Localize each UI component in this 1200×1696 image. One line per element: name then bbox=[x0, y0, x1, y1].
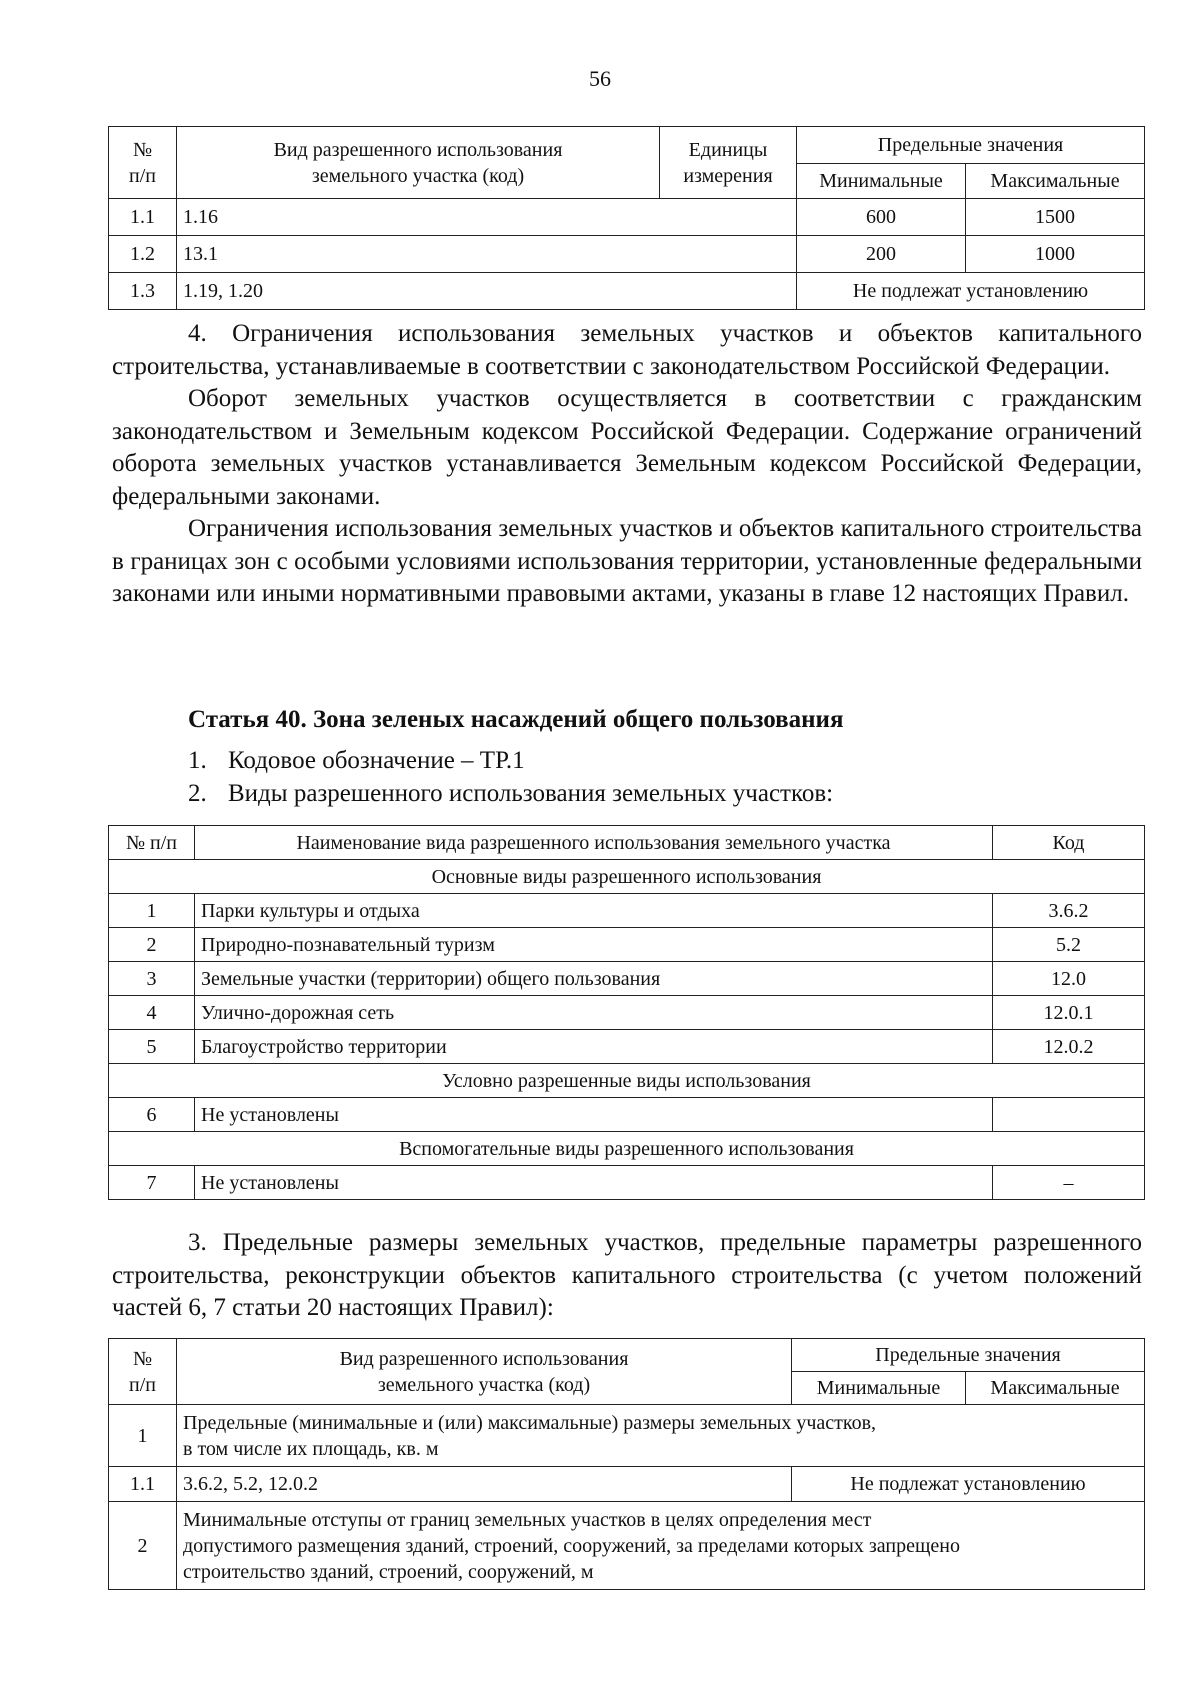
header-min: Минимальные bbox=[792, 1372, 966, 1405]
row-num: 1.3 bbox=[109, 273, 177, 310]
row-code: 3.6.2, 5.2, 12.0.2 bbox=[177, 1467, 792, 1502]
paragraph: 4. Ограничения использования земельных участков и объектов капитального строительства, устанавливаемые в соответствии с законодательством Российской Федерации. bbox=[112, 320, 1142, 380]
row-num: 7 bbox=[109, 1166, 195, 1200]
row-min: 600 bbox=[797, 199, 966, 236]
list-item-text: Виды разрешенного использования земельных участков: bbox=[228, 780, 834, 807]
row-num: 6 bbox=[109, 1098, 195, 1132]
row-num: 3 bbox=[109, 962, 195, 996]
row-name: Природно-познавательный туризм bbox=[195, 928, 993, 962]
row-max: 1000 bbox=[966, 236, 1145, 273]
row-num: 2 bbox=[109, 928, 195, 962]
table-header-row bbox=[109, 127, 1145, 164]
section-row bbox=[109, 860, 1145, 894]
limits-table-bottom bbox=[108, 1338, 1145, 1590]
list-item bbox=[188, 780, 833, 808]
section-row bbox=[109, 1064, 1145, 1098]
row-name: Не установлены bbox=[195, 1166, 993, 1200]
row-code bbox=[993, 1098, 1145, 1132]
header-code: Код bbox=[993, 826, 1145, 860]
limits-table-top bbox=[108, 126, 1145, 310]
table-row bbox=[109, 928, 1145, 962]
row-num: 1 bbox=[109, 1405, 177, 1467]
row-max: 1500 bbox=[966, 199, 1145, 236]
table-row bbox=[109, 1467, 1145, 1502]
section-row bbox=[109, 1132, 1145, 1166]
table-header-row bbox=[109, 826, 1145, 860]
table-row bbox=[109, 1030, 1145, 1064]
row-num: 1.2 bbox=[109, 236, 177, 273]
table-row bbox=[109, 273, 1145, 310]
row-min: 200 bbox=[797, 236, 966, 273]
header-limits: Предельные значения bbox=[792, 1339, 1145, 1372]
list-item-number: 1. bbox=[188, 747, 207, 774]
paragraph: 3. Предельные размеры земельных участков, предельные параметры разрешенного строительства, реконструкции объектов капитального строительства (с учетом положений частей 6, 7 статьи 20 настоящих Правил): bbox=[112, 1229, 1142, 1321]
table-row bbox=[109, 1098, 1145, 1132]
header-max: Максимальные bbox=[966, 1372, 1145, 1405]
row-code: 12.0.2 bbox=[993, 1030, 1145, 1064]
list-item-text: Кодовое обозначение – ТР.1 bbox=[228, 747, 525, 774]
list-item-number: 2. bbox=[188, 780, 207, 807]
row-name: Земельные участки (территории) общего пользования bbox=[195, 962, 993, 996]
row-name: Не установлены bbox=[195, 1098, 993, 1132]
table-row bbox=[109, 1166, 1145, 1200]
table-header-row bbox=[109, 1339, 1145, 1372]
row-name: Улично-дорожная сеть bbox=[195, 996, 993, 1030]
row-code: 12.0.1 bbox=[993, 996, 1145, 1030]
list-item bbox=[188, 747, 525, 775]
row-code: 3.6.2 bbox=[993, 894, 1145, 928]
page-number: 56 bbox=[589, 66, 611, 91]
row-num: 1.1 bbox=[109, 1467, 177, 1502]
header-limits: Предельные значения bbox=[797, 127, 1145, 164]
row-code: 1.19, 1.20 bbox=[177, 273, 797, 310]
row-code: – bbox=[993, 1166, 1145, 1200]
header-unit: Единицы измерения bbox=[660, 127, 797, 199]
header-num: № п/п bbox=[109, 826, 195, 860]
header-num: № п/п bbox=[109, 127, 177, 199]
permitted-uses-table bbox=[108, 825, 1145, 1200]
header-num: № п/п bbox=[109, 1339, 177, 1405]
article-heading: Статья 40. Зона зеленых насаждений общего пользования bbox=[188, 706, 844, 733]
section-conditional: Условно разрешенные виды использования bbox=[109, 1064, 1145, 1098]
table-row bbox=[109, 894, 1145, 928]
row-code: 13.1 bbox=[177, 236, 797, 273]
section-auxiliary: Вспомогательные виды разрешенного использования bbox=[109, 1132, 1145, 1166]
row-name: Парки культуры и отдыха bbox=[195, 894, 993, 928]
section-4-text bbox=[112, 318, 1142, 611]
row-num: 4 bbox=[109, 996, 195, 1030]
header-type: Вид разрешенного использования земельного участка (код) bbox=[177, 1339, 792, 1405]
section-main: Основные виды разрешенного использования bbox=[109, 860, 1145, 894]
row-num: 1.1 bbox=[109, 199, 177, 236]
row-num: 1 bbox=[109, 894, 195, 928]
row-code: 5.2 bbox=[993, 928, 1145, 962]
table-row bbox=[109, 236, 1145, 273]
paragraph: Оборот земельных участков осуществляется в соответствии с гражданским законодательством и Земельным кодексом Российской Федерации. Содержание ограничений оборота земельных участков устанавливается Земельным кодексом Российской Федерации, федеральными законами. bbox=[112, 385, 1142, 510]
row-merged-value: Не подлежат установлению bbox=[797, 273, 1145, 310]
header-type: Вид разрешенного использования земельного участка (код) bbox=[177, 127, 660, 199]
table-row bbox=[109, 996, 1145, 1030]
table-row bbox=[109, 1405, 1145, 1467]
row-num: 5 bbox=[109, 1030, 195, 1064]
row-code: 1.16 bbox=[177, 199, 797, 236]
table-row bbox=[109, 962, 1145, 996]
row-merged-value: Не подлежат установлению bbox=[792, 1467, 1145, 1502]
table-row bbox=[109, 1502, 1145, 1590]
row-text: Предельные (минимальные и (или) максимальные) размеры земельных участков, в том числе их площадь, кв. м bbox=[177, 1405, 1145, 1467]
row-code: 12.0 bbox=[993, 962, 1145, 996]
row-text: Минимальные отступы от границ земельных участков в целях определения мест допустимого размещения зданий, строений, сооружений, за пределами которых запрещено строительство зданий, строений, сооружений, м bbox=[177, 1502, 1145, 1590]
table-row bbox=[109, 199, 1145, 236]
header-max: Максимальные bbox=[966, 164, 1145, 199]
header-name: Наименование вида разрешенного использования земельного участка bbox=[195, 826, 993, 860]
row-num: 2 bbox=[109, 1502, 177, 1590]
paragraph: Ограничения использования земельных участков и объектов капитального строительства в границах зон с особыми условиями использования территории, установленные федеральными законами или иными нормативными правовыми актами, указаны в главе 12 настоящих Правил. bbox=[112, 515, 1142, 607]
section-3-text bbox=[112, 1227, 1142, 1325]
row-name: Благоустройство территории bbox=[195, 1030, 993, 1064]
header-min: Минимальные bbox=[797, 164, 966, 199]
